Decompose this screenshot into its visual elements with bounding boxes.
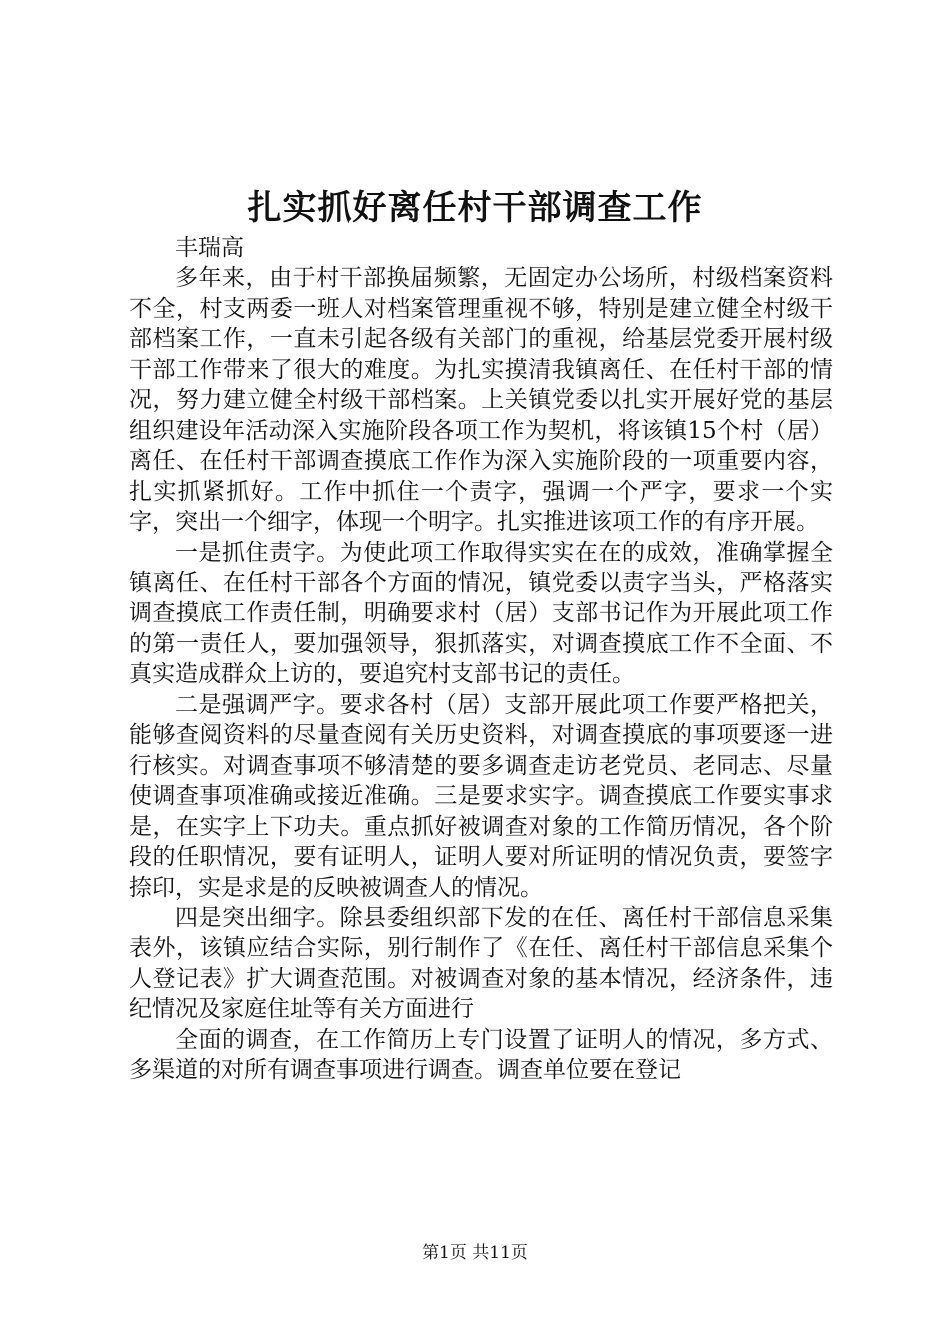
page-number-footer: 第1页 共11页	[422, 1243, 528, 1263]
paragraph-detail: 四是突出细字。除县委组织部下发的在任、离任村干部信息采集表外，该镇应结合实际，别行制作了《在任、离任村干部信息采集个人登记表》扩大调查范围。对被调查对象的基本情况，经济条件，违纪情况及家庭住址等有关方面进行	[129, 904, 833, 1023]
paragraph-strictness: 二是强调严字。要求各村（居）支部开展此项工作要严格把关，能够查阅资料的尽量查阅有关历史资料，对调查摸底的事项要逐一进行核实。对调查事项不够清楚的要多调查走访老党员、老同志、尽量使调查事项准确或接近准确。三是要求实字。调查摸底工作要实事求是，在实字上下功夫。重点抓好被调查对象的工作简历情况，各个阶段的任职情况，要有证明人，证明人要对所证明的情况负责，要签字捺印，实是求是的反映被调查人的情况。	[129, 691, 833, 901]
paragraph-comprehensive: 全面的调查，在工作简历上专门设置了证明人的情况，多方式、多渠道的对所有调查事项进行调查。调查单位要在登记	[129, 1026, 833, 1084]
paragraph-intro: 多年来，由于村干部换届频繁，无固定办公场所，村级档案资料不全，村支两委一班人对档案管理重视不够，特别是建立健全村级干部档案工作，一直未引起各级有关部门的重视，给基层党委开展村级干部工作带来了很大的难度。为扎实摸清我镇离任、在任村干部的情况，努力建立健全村级干部档案。上关镇党委以扎实开展好党的基层组织建设年活动深入实施阶段各项工作为契机，将该镇15个村（居）离任、在任村干部调查摸底工作作为深入实施阶段的一项重要内容，扎实抓紧抓好。工作中抓住一个责字，强调一个严字，要求一个实字，突出一个细字，体现一个明字。扎实推进该项工作的有序开展。	[129, 265, 833, 536]
paragraph-responsibility: 一是抓住责字。为使此项工作取得实实在在的成效，准确掌握全镇离任、在任村干部各个方面的情况，镇党委以责字当头，严格落实调查摸底工作责任制，明确要求村（居）支部书记作为开展此项工作的第一责任人，要加强领导，狠抓落实，对调查摸底工作不全面、不真实造成群众上访的，要追究村支部书记的责任。	[129, 539, 833, 688]
document-title: 扎实抓好离任村干部调查工作	[247, 188, 703, 228]
author-name: 丰瑞高	[175, 235, 244, 261]
document-body	[129, 233, 833, 1086]
